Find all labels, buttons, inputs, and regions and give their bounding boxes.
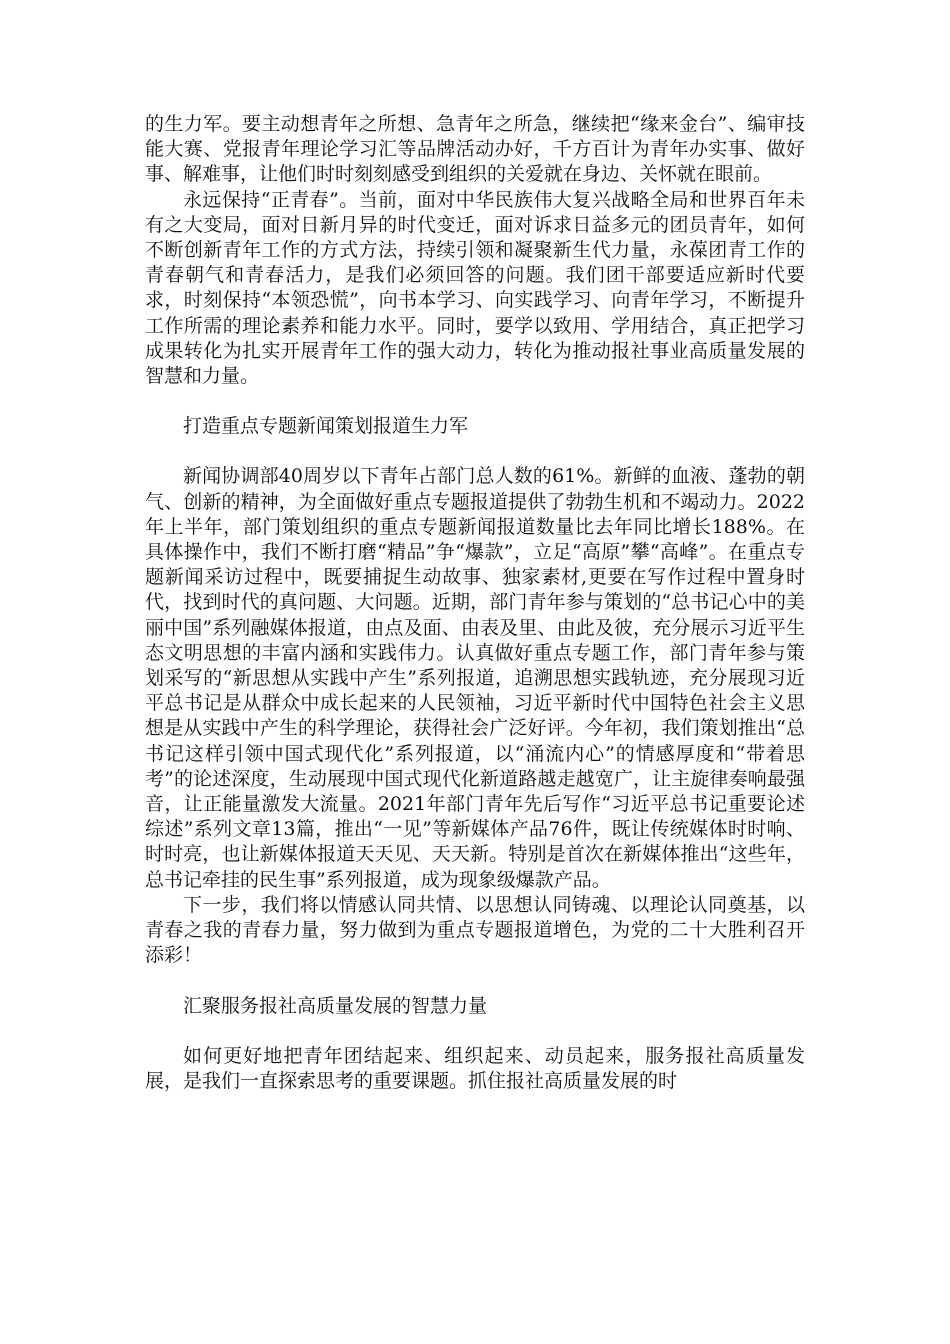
body-paragraph: 下一步，我们将以情感认同共情、以思想认同铸魂、以理论认同奠基，以青春之我的青春力量，努力做到为重点专题报道增色，为党的二十大胜利召开添彩！ [145, 893, 805, 967]
body-paragraph: 永远保持“正青春”。当前，面对中华民族伟大复兴战略全局和世界百年未有之大变局，面对日新月异的时代变迁，面对诉求日益多元的团员青年，如何不断创新青年工作的方式方法，持续引领和凝聚新生代力量，永葆团青工作的青春朝气和青春活力，是我们必须回答的问题。我们团干部要适应新时代要求，时刻保持“本领恐慌”，向书本学习、向实践学习、向青年学习，不断提升工作所需的理论素养和能力水平。同时，要学以致用、学用结合，真正把学习成果转化为扎实开展青年工作的强大动力，转化为推动报社事业高质量发展的智慧和力量。 [145, 188, 805, 388]
section-heading: 汇聚服务报社高质量发展的智慧力量 [183, 994, 488, 1017]
body-paragraph: 新闻协调部40周岁以下青年占部门总人数的61%。新鲜的血液、蓬勃的朝气、创新的精神，为全面做好重点专题报道提供了勃勃生机和不竭动力。2022年上半年，部门策划组织的重点专题新闻报道数量比去年同比增长188%。在具体操作中，我们不断打磨“精品”争“爆款”，立足“高原”攀“高峰”。在重点专题新闻采访过程中，既要捕捉生动故事、独家素材,更要在写作过程中置身时代，找到时代的真问题、大问题。近期，部门青年参与策划的“总书记心中的美丽中国”系列融媒体报道，由点及面、由表及里、由此及彼，充分展示习近平生态文明思想的丰富内涵和实践伟力。认真做好重点专题工作，部门青年参与策划采写的“新思想从实践中产生”系列报道，追溯思想实践轨迹，充分展现习近平总书记是从群众中成长起来的人民领袖，习近平新时代中国特色社会主义思想是从实践中产生的科学理论，获得社会广泛好评。今年初，我们策划推出“总书记这样引领中国式现代化”系列报道，以“涌流内心”的情感厚度和“带着思考”的论述深度，生动展现中国式现代化新道路越走越宽广，让主旋律奏响最强音，让正能量激发大流量。2021年部门青年先后写作“习近平总书记重要论述综述”系列文章13篇，推出“一见”等新媒体产品76件，既让传统媒体时时响、时时亮，也让新媒体报道天天见、天天新。特别是首次在新媒体推出“这些年，总书记牵挂的民生事”系列报道，成为现象级爆款产品。 [145, 465, 805, 891]
section-heading: 打造重点专题新闻策划报道生力军 [183, 415, 469, 438]
body-paragraph-continued: 的生力军。要主动想青年之所想、急青年之所急，继续把“缘来金台”、编审技能大赛、党报青年理论学习汇等品牌活动办好，千方百计为青年办实事、做好事、解难事，让他们时时刻刻感受到组织的关爱就在身边、关怀就在眼前。 [145, 113, 805, 186]
body-paragraph: 如何更好地把青年团结起来、组织起来、动员起来，服务报社高质量发展，是我们一直探索思考的重要课题。抓住报社高质量发展的时 [145, 1044, 805, 1092]
